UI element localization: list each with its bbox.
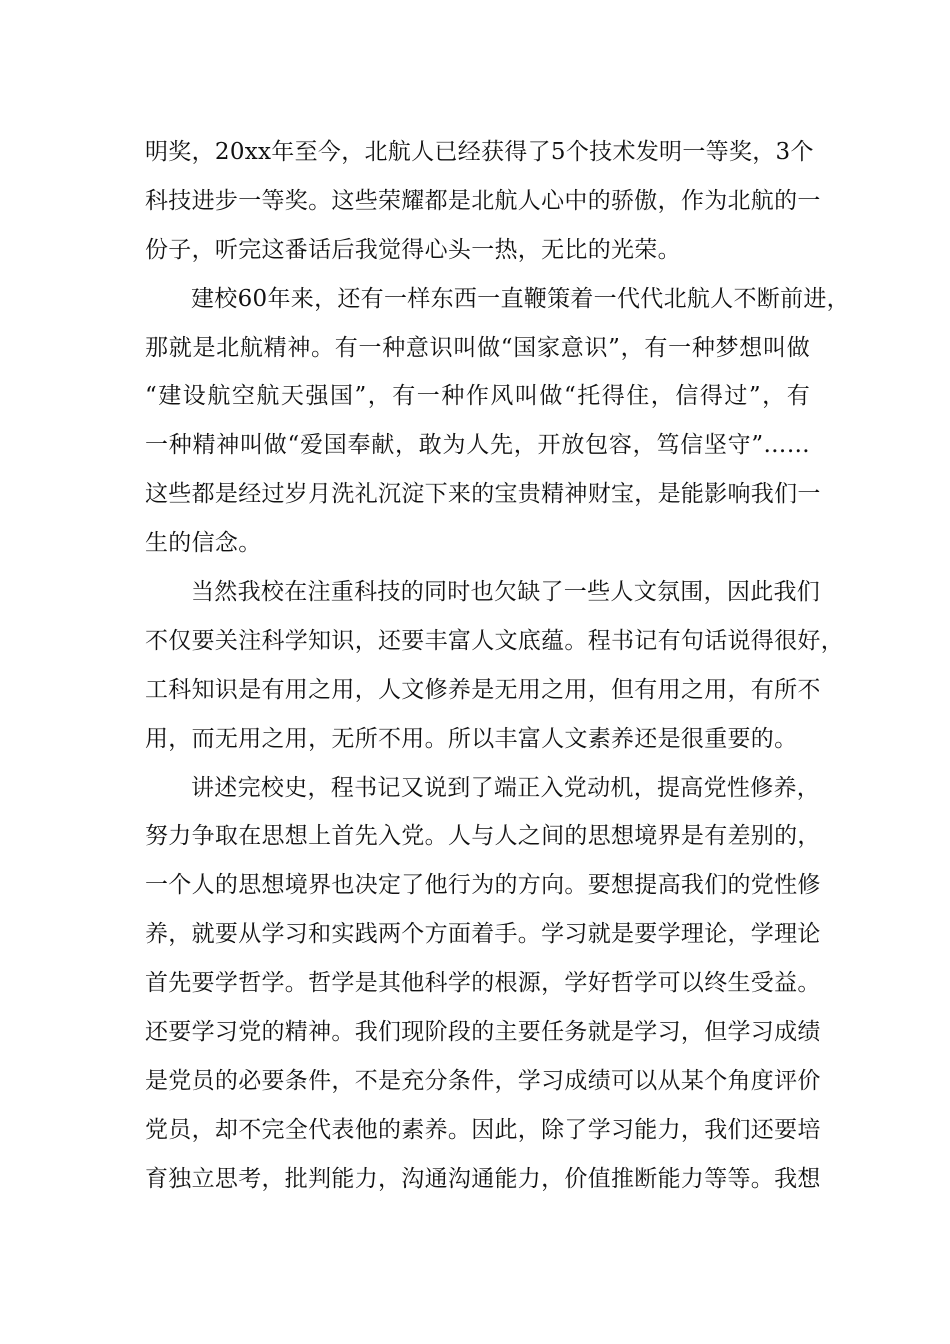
text-line: 不仅要关注科学知识，还要丰富人文底蕴。程书记有句话说得很好， [145, 627, 844, 654]
paragraph-start: 建校60年来，还有一样东西一直鞭策着一代代北航人不断前进， [191, 285, 850, 312]
text-line: 是党员的必要条件，不是充分条件，学习成绩可以从某个角度评价 [145, 1067, 821, 1094]
text-line: 养，就要从学习和实践两个方面着手。学习就是要学理论，学理论 [145, 921, 821, 948]
text-line: “建设航空航天强国”，有一种作风叫做“托得住，信得过”，有 [145, 383, 810, 410]
text-line: 那就是北航精神。有一种意识叫做“国家意识”，有一种梦想叫做 [145, 334, 810, 361]
paragraph-start: 当然我校在注重科技的同时也欠缺了一些人文氛围，因此我们 [191, 579, 821, 606]
text-line: 育独立思考，批判能力，沟通沟通能力，价值推断能力等等。我想 [145, 1165, 821, 1192]
text-line: 努力争取在思想上首先入党。人与人之间的思想境界是有差别的， [145, 823, 821, 850]
text-line: 明奖，20xx年至今，北航人已经获得了5个技术发明一等奖，3个 [145, 139, 814, 165]
text-line: 这些都是经过岁月洗礼沉淀下来的宝贵精神财宝，是能影响我们一 [145, 481, 821, 508]
text-line: 一种精神叫做“爱国奉献，敢为人先，开放包容，笃信坚守”…… [145, 432, 810, 459]
text-line: 科技进步一等奖。这些荣耀都是北航人心中的骄傲，作为北航的一 [145, 187, 821, 214]
text-line: 首先要学哲学。哲学是其他科学的根源，学好哲学可以终生受益。 [145, 970, 821, 997]
text-line: 工科知识是有用之用，人文修养是无用之用，但有用之用，有所不 [145, 676, 821, 703]
text-line: 份子，听完这番话后我觉得心头一热，无比的光荣。 [145, 236, 681, 263]
paragraph-start: 讲述完校史，程书记又说到了端正入党动机，提高党性修养， [191, 774, 821, 801]
body-text [145, 128, 850, 1204]
text-line: 一个人的思想境界也决定了他行为的方向。要想提高我们的党性修 [145, 872, 821, 899]
text-line: 生的信念。 [145, 530, 262, 557]
text-line: 用，而无用之用，无所不用。所以丰富人文素养还是很重要的。 [145, 725, 798, 752]
text-line: 还要学习党的精神。我们现阶段的主要任务就是学习，但学习成绩 [145, 1019, 821, 1046]
text-line: 党员，却不完全代表他的素养。因此，除了学习能力，我们还要培 [145, 1116, 821, 1143]
